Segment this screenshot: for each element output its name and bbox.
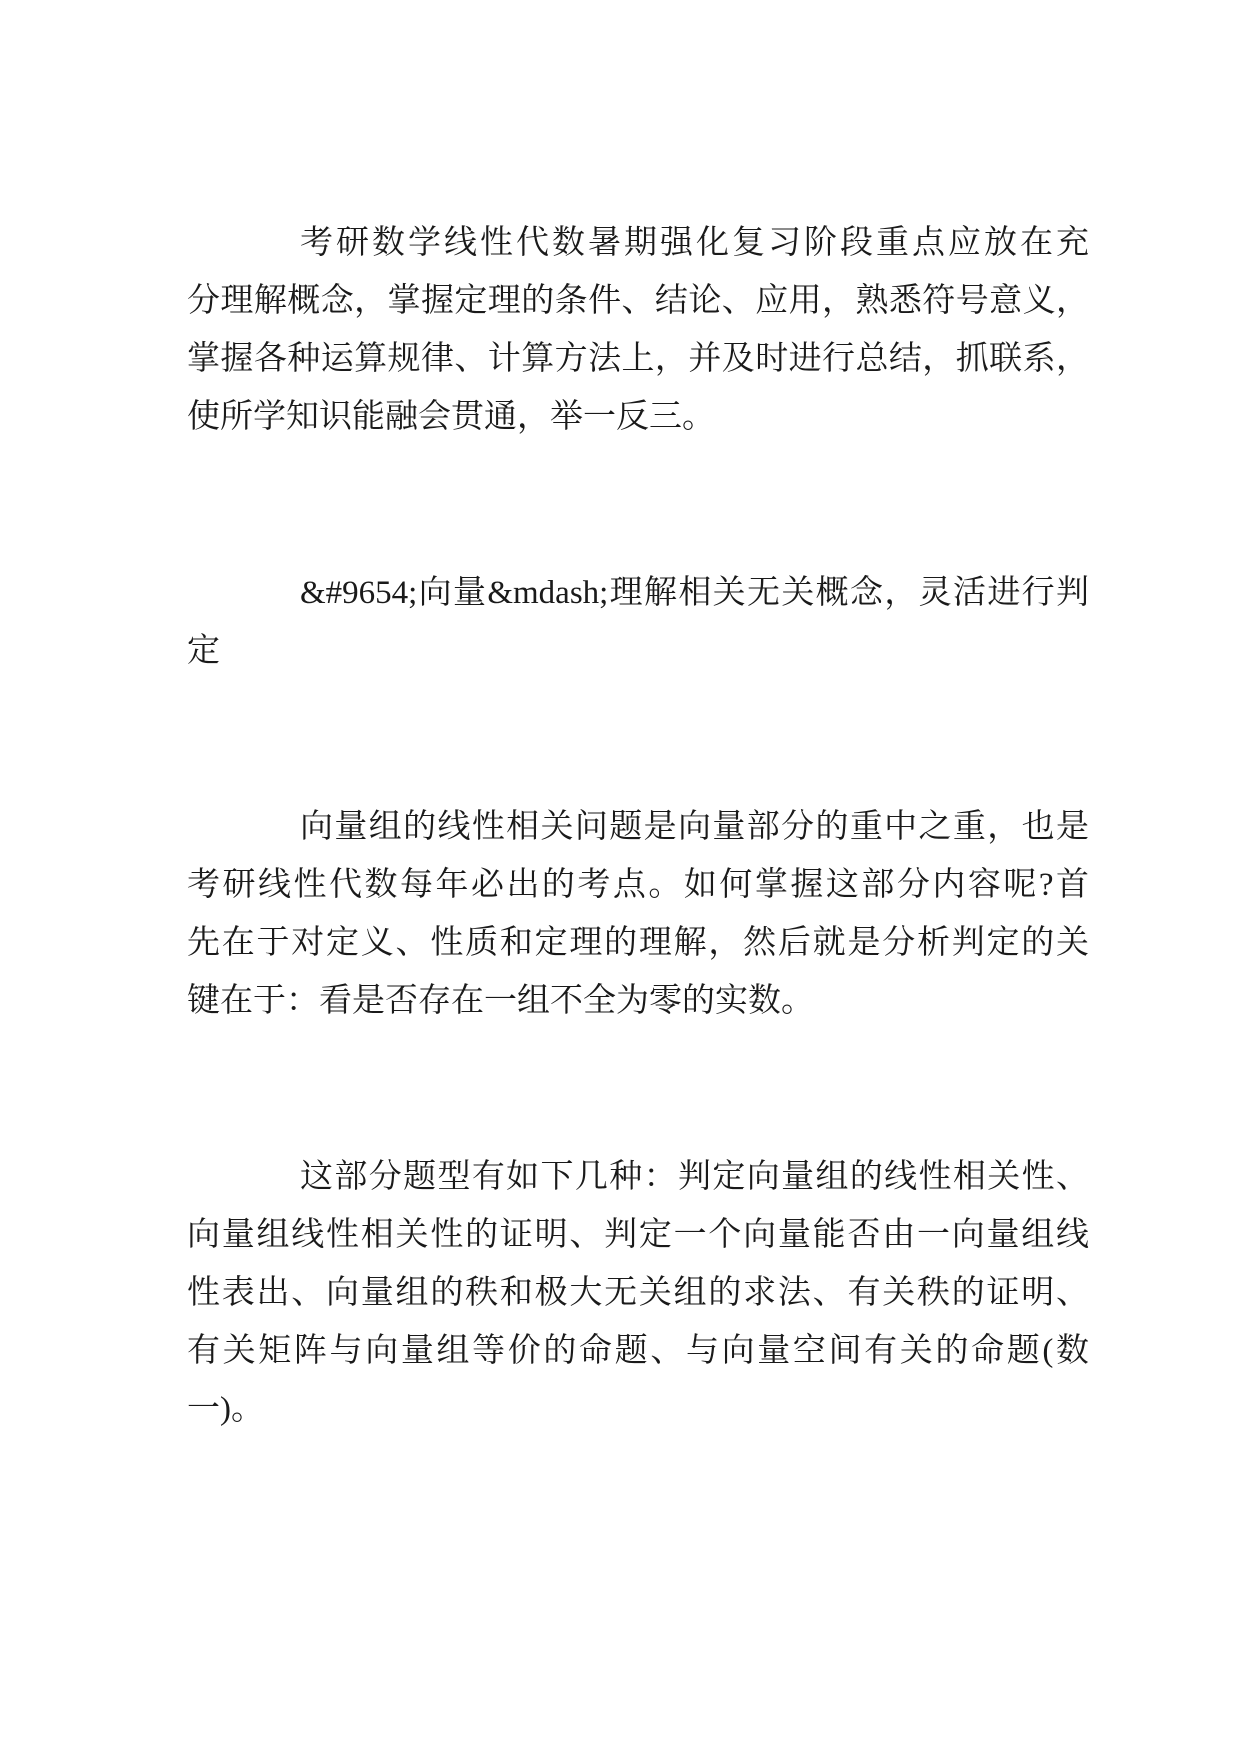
text-line: 考研数学线性代数暑期强化复习阶段重点应放在充 xyxy=(300,225,1089,261)
text-line: 先在于对定义、性质和定理的理解，然后就是分析判定的关 xyxy=(187,925,1089,961)
paragraph-question-types xyxy=(187,1148,1089,1438)
text-line: 向量组线性相关性的证明、判定一个向量能否由一向量组线 xyxy=(187,1217,1089,1253)
text-line: 这部分题型有如下几种：判定向量组的线性相关性、 xyxy=(300,1159,1089,1195)
text-line: 掌握各种运算规律、计算方法上，并及时进行总结，抓联系， xyxy=(187,341,1089,377)
text-line: 一)。 xyxy=(187,1391,264,1427)
text-line: 键在于：看是否存在一组不全为零的实数。 xyxy=(187,983,814,1019)
paragraph-linear-dependence xyxy=(187,798,1089,1030)
paragraph-vector-heading xyxy=(187,564,1089,680)
text-line: 向量组的线性相关问题是向量部分的重中之重，也是 xyxy=(300,809,1089,845)
text-line: 使所学知识能融会贯通，举一反三。 xyxy=(187,399,715,435)
text-line: 定 xyxy=(187,633,220,669)
text-line: &#9654;向量&mdash;理解相关无关概念，灵活进行判 xyxy=(300,575,1089,611)
text-line: 有关矩阵与向量组等价的命题、与向量空间有关的命题(数 xyxy=(187,1333,1089,1369)
text-line: 分理解概念，掌握定理的条件、结论、应用，熟悉符号意义， xyxy=(187,283,1089,319)
text-line: 性表出、向量组的秩和极大无关组的求法、有关秩的证明、 xyxy=(187,1275,1089,1311)
paragraph-study-focus xyxy=(187,214,1089,446)
text-line: 考研线性代数每年必出的考点。如何掌握这部分内容呢?首 xyxy=(187,867,1089,903)
